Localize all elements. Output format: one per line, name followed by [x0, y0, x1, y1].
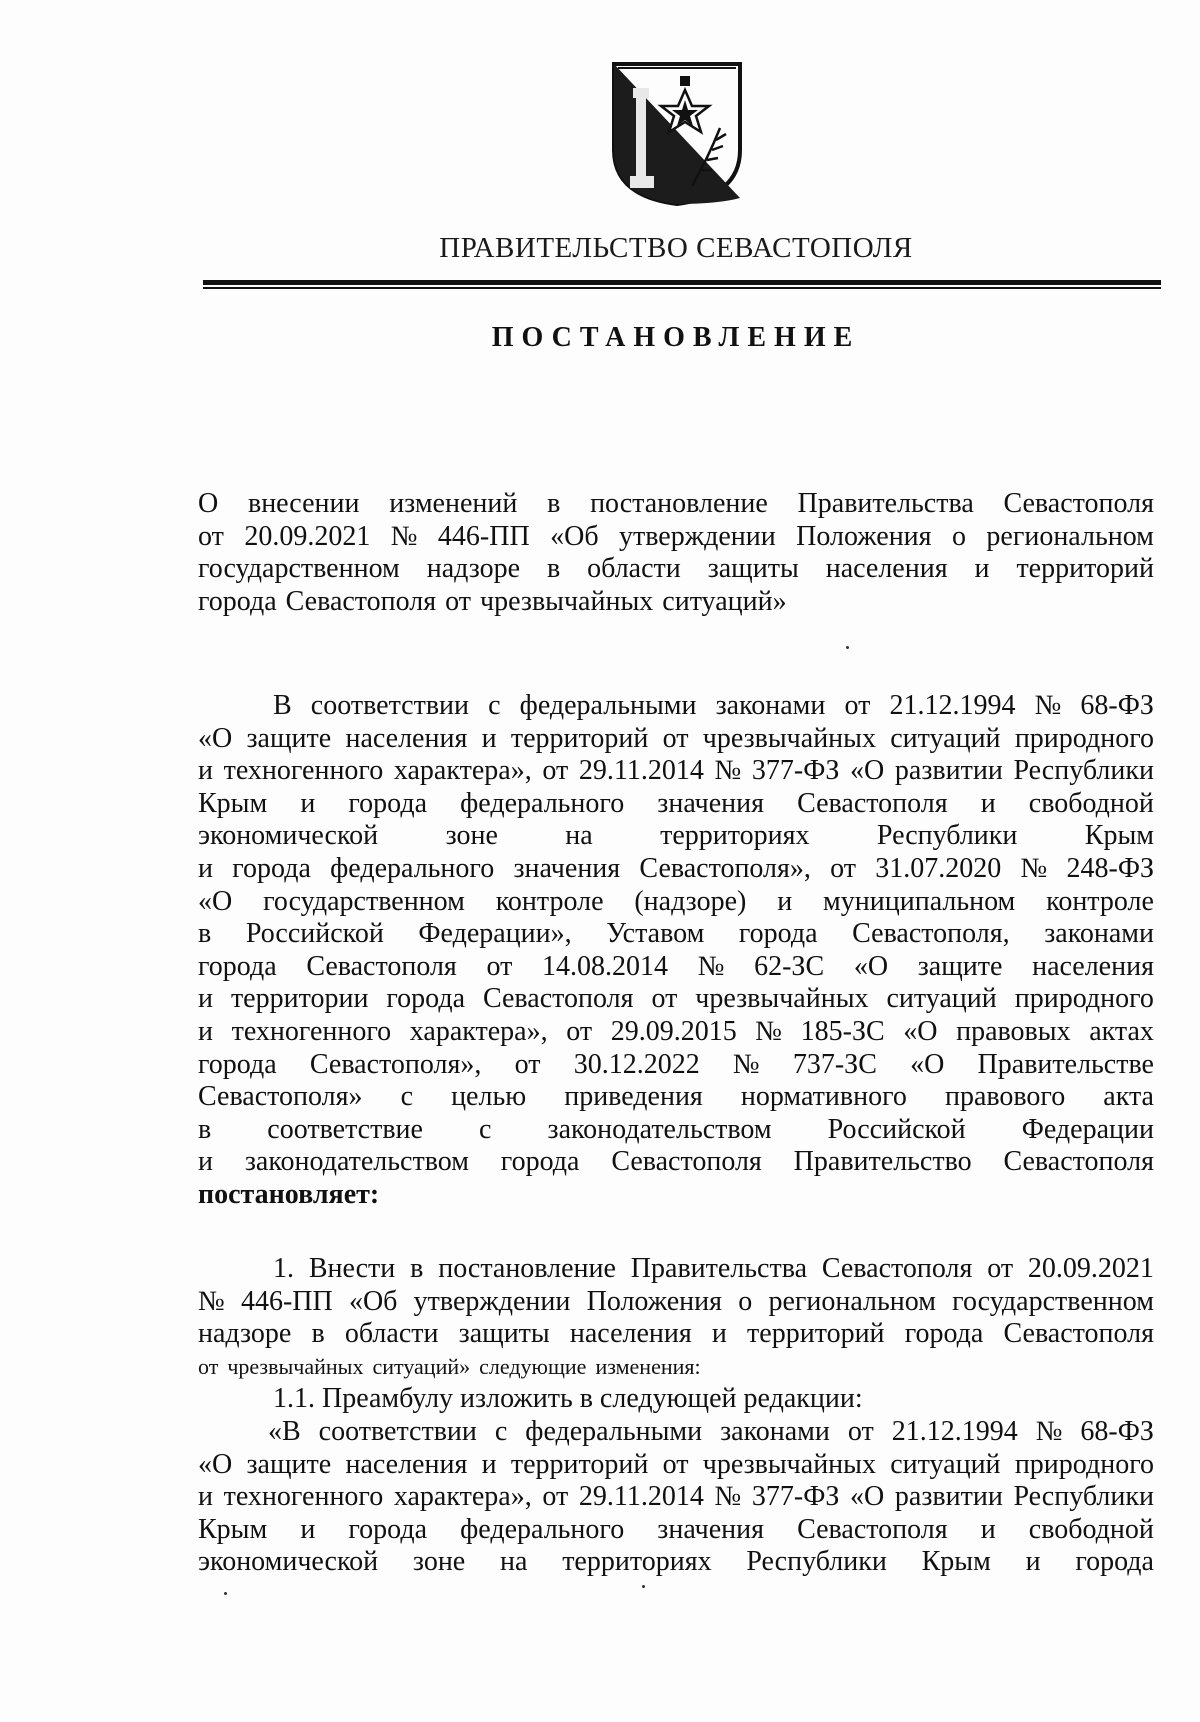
word: Правительства [797, 488, 974, 519]
word: Федерации», [418, 918, 572, 950]
word: природного [1014, 722, 1154, 754]
word: 31.07.2020 [875, 852, 1002, 884]
word: защите [246, 722, 332, 754]
word: и [198, 1146, 213, 1178]
word: населения [1032, 950, 1154, 982]
word: 68-ФЗ [1080, 690, 1154, 721]
word: акта [1103, 1081, 1154, 1113]
word: значения [513, 852, 621, 884]
word: населения [345, 1448, 468, 1480]
word: О [198, 488, 219, 519]
word: внесении [247, 488, 360, 519]
word: территориях [660, 820, 810, 852]
word: города [198, 585, 277, 617]
word: Правительства [630, 1253, 807, 1284]
item-1-1-line [198, 1481, 1154, 1514]
word: № [755, 1015, 783, 1047]
word: города [232, 852, 311, 884]
word: следующие [479, 1353, 587, 1379]
word: в [198, 1113, 212, 1145]
word: Севастополя», [309, 1048, 482, 1080]
word: Республики [746, 1546, 887, 1578]
word: значения [657, 1513, 765, 1545]
word: Севастополя [482, 983, 634, 1015]
word: города [348, 787, 428, 819]
preamble-line [198, 853, 1154, 886]
item-1-1-line [198, 1514, 1154, 1547]
word: правовых [956, 1015, 1071, 1047]
word: защиты [707, 553, 799, 585]
coat-of-arms-icon [608, 58, 746, 208]
word: от [445, 585, 472, 617]
word: территорий [510, 1448, 649, 1480]
preamble [198, 690, 1154, 1212]
word: Севастополя, [852, 918, 1010, 950]
word: и [980, 1513, 996, 1545]
word: федерального [460, 787, 625, 819]
word: утверждении [413, 1285, 571, 1317]
word: значения [657, 787, 765, 819]
word: характера», [393, 1481, 532, 1513]
word: территорий [747, 1318, 885, 1350]
preamble-line [198, 983, 1154, 1016]
word: Республики [1013, 755, 1154, 787]
word: и [974, 553, 990, 585]
word: от [987, 1253, 1014, 1284]
word: Положения [796, 520, 932, 552]
word: правового [944, 1081, 1066, 1113]
word: 377-ФЗ [751, 755, 840, 787]
word: и [300, 1513, 316, 1545]
word: 446-ПП [240, 1285, 333, 1317]
word: Севастополя [1003, 1146, 1154, 1178]
word: законодательством [547, 1113, 772, 1145]
word: законодательством [244, 1146, 469, 1178]
word: ситуаций [890, 722, 1001, 754]
word: территорий [1016, 553, 1154, 585]
word: 1. [273, 1253, 294, 1284]
word: региональном [768, 1285, 936, 1317]
word: целью [451, 1081, 527, 1113]
word: свободной [1028, 787, 1154, 819]
word: развитии [894, 1481, 1003, 1513]
word: от [651, 983, 678, 1015]
word: муниципальном [823, 885, 1016, 917]
word: территории [230, 983, 369, 1015]
word: характера», [393, 755, 532, 787]
word: и [481, 1448, 497, 1480]
word: развитии [894, 755, 1003, 787]
title-line [198, 553, 1154, 586]
word: природного [1014, 1448, 1154, 1480]
title-line [198, 521, 1154, 554]
word: техногенного [223, 755, 384, 787]
word: «О [850, 755, 885, 787]
word: от [662, 1448, 689, 1480]
word: Крым [198, 1513, 268, 1545]
title-line [198, 488, 1154, 521]
word: Севастополя [306, 950, 457, 982]
word: и [198, 983, 213, 1015]
word: от [542, 1481, 569, 1513]
word: «Об [550, 520, 599, 552]
word: «О [198, 722, 233, 754]
word: 20.09.2021 [244, 520, 371, 552]
word: 14.08.2014 [542, 950, 669, 982]
word: «О [198, 885, 233, 917]
word: 30.12.2022 [573, 1048, 700, 1080]
word: и [777, 885, 793, 917]
word: на [565, 820, 593, 852]
word: Положения [586, 1285, 722, 1317]
organization-name: ПРАВИТЕЛЬСТВО СЕВАСТОПОЛЯ [439, 232, 913, 264]
word: с [488, 690, 501, 721]
word: зоне [412, 1546, 466, 1578]
word: № [697, 950, 725, 982]
word: экономической [198, 1546, 379, 1578]
item-1-1-heading: 1.1. Преамбулу изложить в следующей редакции: [273, 1383, 863, 1415]
word: от [486, 950, 513, 982]
preamble-line [198, 723, 1154, 756]
word: и [198, 1481, 213, 1513]
item-1 [198, 1253, 1154, 1579]
word: 185-ЗС [800, 1015, 885, 1047]
header-divider-thin [203, 287, 1161, 289]
preamble-line [198, 918, 1154, 951]
word: 29.09.2015 [610, 1015, 737, 1047]
word: «Об [348, 1285, 398, 1317]
word: населения [569, 1318, 692, 1350]
word: № [1034, 690, 1062, 721]
word: Правительстве [977, 1048, 1154, 1080]
word: территорий [510, 722, 649, 754]
word: «О [198, 1448, 233, 1480]
word: и [198, 852, 213, 884]
item-1-1-line [198, 1546, 1154, 1579]
word: Внести [308, 1253, 396, 1284]
word: «О [850, 1481, 885, 1513]
word: 377-ФЗ [751, 1481, 840, 1513]
item-1-1-line [198, 1449, 1154, 1482]
word: и [198, 1015, 213, 1047]
word: 68-ФЗ [1080, 1415, 1154, 1447]
word: Севастополя [797, 787, 948, 819]
word: в [410, 1253, 424, 1284]
word: контроле [1046, 885, 1154, 917]
word: Севастополя [285, 585, 437, 617]
word: государственном [263, 885, 465, 917]
word: региональном [986, 520, 1154, 552]
word: от [198, 520, 224, 552]
preamble-line [198, 1081, 1154, 1114]
word: федеральными [525, 1415, 703, 1447]
word: Крым [921, 1546, 991, 1578]
word: № [390, 520, 418, 552]
word: с [479, 1113, 492, 1145]
word: от [198, 1353, 219, 1379]
word: Крым [1084, 820, 1154, 852]
word: защите [917, 950, 1003, 982]
word: Севастополя [821, 1253, 973, 1284]
word: Севастополя», [639, 852, 811, 884]
preamble-line [198, 788, 1154, 821]
word: характера», [409, 1015, 548, 1047]
word: Республики [1013, 1481, 1154, 1513]
scan-speck [224, 1592, 227, 1595]
word: территориях [562, 1546, 712, 1578]
word: от [830, 852, 857, 884]
word: с [400, 1081, 413, 1113]
word: на [500, 1546, 528, 1578]
word: «О [910, 1048, 945, 1080]
word: законами [715, 690, 826, 721]
word: 21.12.1994 [891, 1415, 1018, 1447]
word: утверждении [619, 520, 776, 552]
preamble-closing: постановляет: [198, 1178, 380, 1210]
word: зоне [445, 820, 498, 852]
word: и [711, 1318, 727, 1350]
word: № [732, 1048, 760, 1080]
word: в [547, 488, 561, 519]
word: от [662, 722, 689, 754]
word: населения [345, 722, 468, 754]
word: № [1035, 1415, 1063, 1447]
document-type: ПОСТАНОВЛЕНИЕ [491, 322, 861, 353]
word: Российской [827, 1113, 966, 1145]
word: государственном [952, 1285, 1154, 1317]
word: Российской [245, 918, 384, 950]
word: о [951, 520, 966, 552]
word: «В [268, 1415, 301, 1447]
word: чрезвычайных [480, 585, 654, 617]
word: природного [1014, 983, 1154, 1015]
word: города [904, 1318, 984, 1350]
word: Севастополя [1003, 1318, 1154, 1350]
word: от [566, 1015, 593, 1047]
word: федерального [330, 852, 495, 884]
word: нормативного [740, 1081, 907, 1113]
word: ситуаций» [372, 1353, 471, 1379]
word: соответствии [310, 690, 470, 721]
word: защите [246, 1448, 332, 1480]
word: Крым [198, 787, 268, 819]
document-title [198, 488, 1154, 618]
word: федеральными [519, 690, 697, 721]
word: города [198, 1048, 277, 1080]
word: «О [853, 950, 889, 982]
item-1-1-line [198, 1416, 1154, 1449]
word: чрезвычайных [702, 1448, 876, 1480]
word: в [198, 918, 212, 950]
item-1-line [198, 1286, 1154, 1319]
preamble-line [198, 690, 1154, 723]
item-1-line [198, 1351, 1154, 1384]
word: контроле [495, 885, 604, 917]
word: 29.11.2014 [578, 1481, 704, 1513]
word: ситуаций» [662, 585, 787, 617]
word: населения [825, 553, 948, 585]
word: с [494, 1415, 508, 1447]
word: законами [1044, 918, 1154, 950]
word: изменения: [595, 1353, 701, 1379]
word: Федерации [1021, 1113, 1154, 1145]
preamble-line [198, 1049, 1154, 1082]
word: Уставом [606, 918, 705, 950]
word: приведения [564, 1081, 703, 1113]
word: 62-ЗС [754, 950, 825, 982]
word: города [348, 1513, 428, 1545]
word: города [500, 1146, 580, 1178]
word: города [1075, 1546, 1154, 1578]
word: и [198, 755, 213, 787]
preamble-line [198, 1016, 1154, 1049]
word: от [844, 690, 871, 721]
scan-speck [846, 646, 849, 649]
word: чрезвычайных [227, 1353, 364, 1379]
word: надзоре [426, 553, 521, 585]
preamble-line [198, 1114, 1154, 1147]
word: 29.11.2014 [578, 755, 704, 787]
word: № [1020, 852, 1048, 884]
word: чрезвычайных [695, 983, 869, 1015]
word: изменений [389, 488, 518, 519]
word: техногенного [231, 1015, 392, 1047]
word: 446-ПП [437, 520, 530, 552]
word: о [738, 1285, 753, 1317]
word: Севастополя [611, 1146, 762, 1178]
word: постановление [590, 488, 768, 519]
word: Севастополя» [198, 1081, 363, 1113]
word: Республики [876, 820, 1018, 852]
word: 248-ФЗ [1066, 852, 1154, 884]
word: Севастополя [797, 1513, 948, 1545]
item-1-line [198, 1318, 1154, 1351]
word: ситуаций [890, 1448, 1001, 1480]
word: и [980, 787, 996, 819]
word: постановление [438, 1253, 616, 1284]
word: Севастополя [1003, 488, 1154, 519]
word: от [542, 755, 569, 787]
word: (надзоре) [634, 885, 747, 917]
word: и [481, 722, 497, 754]
word: области [344, 1318, 439, 1350]
word: и [1025, 1546, 1041, 1578]
word: свободной [1028, 1513, 1154, 1545]
preamble-line [198, 820, 1154, 853]
word: ситуаций [886, 983, 997, 1015]
word: Правительство [793, 1146, 972, 1178]
word: соответствие [267, 1113, 423, 1145]
word: защиты [458, 1318, 550, 1350]
word: № [714, 1481, 742, 1513]
preamble-line [198, 1146, 1154, 1179]
word: в [546, 553, 561, 585]
word: 21.12.1994 [889, 690, 1016, 721]
word: «О [903, 1015, 938, 1047]
word: В [273, 690, 292, 721]
word: области [587, 553, 681, 585]
word: в [311, 1318, 325, 1350]
word: техногенного [223, 1481, 384, 1513]
word: и [300, 787, 316, 819]
word: 737-ЗС [792, 1048, 877, 1080]
word: № [714, 755, 742, 787]
word: актах [1089, 1015, 1154, 1047]
preamble-line [198, 755, 1154, 788]
word: чрезвычайных [702, 722, 876, 754]
word: государственном [198, 553, 400, 585]
word: города [738, 918, 818, 950]
preamble-line [198, 951, 1154, 984]
word: от [514, 1048, 541, 1080]
word: надзоре [198, 1318, 292, 1350]
word: города [198, 950, 277, 982]
word: экономической [198, 820, 379, 852]
word: города [386, 983, 466, 1015]
header-divider-thick [203, 280, 1161, 285]
word: законами [720, 1415, 830, 1447]
word: соответствии [318, 1415, 477, 1447]
title-line [198, 586, 1154, 619]
item-1-line [198, 1253, 1154, 1286]
preamble-line [198, 886, 1154, 919]
word: от [847, 1415, 874, 1447]
word: № [198, 1285, 225, 1317]
word: 20.09.2021 [1027, 1253, 1154, 1284]
scan-speck [642, 1585, 645, 1588]
word: федерального [460, 1513, 625, 1545]
